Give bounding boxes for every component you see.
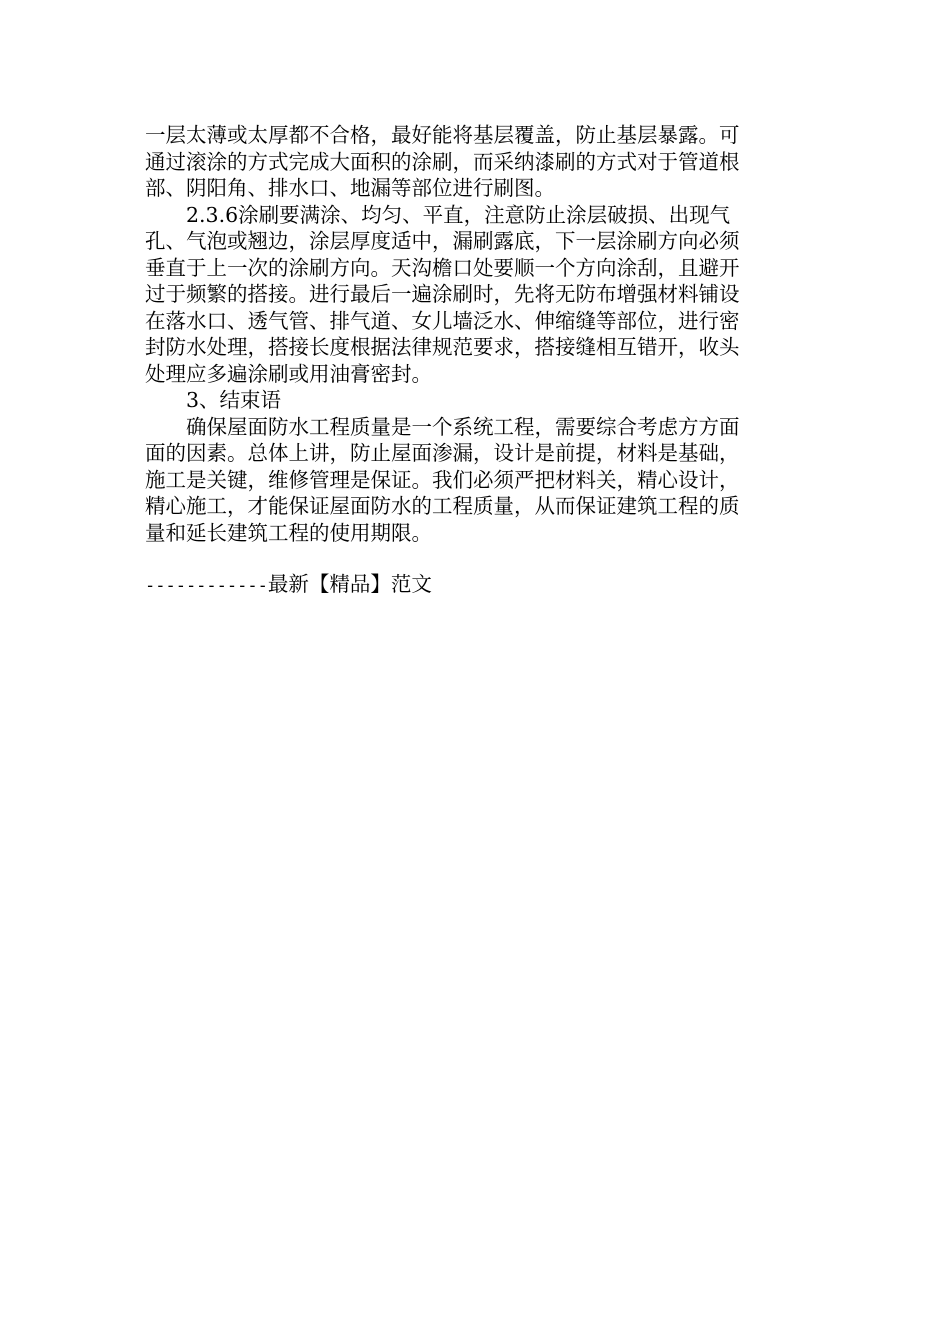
paragraph-line: 垂直于上一次的涂刷方向。天沟檐口处要顺一个方向涂刮，且避开 xyxy=(145,255,740,280)
paragraph-line: 量和延长建筑工程的使用期限。 xyxy=(145,520,432,545)
document-body xyxy=(145,122,805,546)
paragraph-line: 施工是关键，维修管理是保证。我们必须严把材料关，精心设计， xyxy=(145,467,740,492)
paragraph-line: 过于频繁的搭接。进行最后一遍涂刷时，先将无防布增强材料铺设 xyxy=(145,282,740,306)
footer-note xyxy=(145,571,432,600)
paragraph-line: 2.3.6涂刷要满涂、均匀、平直，注意防止涂层破损、出现气 xyxy=(186,202,731,227)
paragraph-line: 处理应多遍涂刷或用油膏密封。 xyxy=(145,361,432,386)
paragraph-line: 部、阴阳角、排水口、地漏等部位进行刷图。 xyxy=(145,176,555,200)
paragraph-line: 孔、气泡或翘边，涂层厚度适中，漏刷露底，下一层涂刷方向必须 xyxy=(145,229,740,253)
footer-text: 最新【精品】范文 xyxy=(267,572,432,596)
paragraph-line: 精心施工，才能保证屋面防水的工程质量，从而保证建筑工程的质 xyxy=(145,494,740,518)
paragraph-line: 在落水口、透气管、排气道、女儿墙泛水、伸缩缝等部位，进行密 xyxy=(145,308,740,333)
paragraph-line: 确保屋面防水工程质量是一个系统工程，需要综合考虑方方面 xyxy=(186,414,740,439)
paragraph-line: 面的因素。总体上讲，防止屋面渗漏，设计是前提，材料是基础， xyxy=(145,441,740,465)
section-heading: 3、结束语 xyxy=(186,388,282,412)
paragraph-line: 封防水处理，搭接长度根据法律规范要求，搭接缝相互错开，收头 xyxy=(145,335,740,359)
paragraph-line: 一层太薄或太厚都不合格，最好能将基层覆盖，防止基层暴露。可 xyxy=(145,123,740,147)
paragraph-line: 通过滚涂的方式完成大面积的涂刷，而采纳漆刷的方式对于管道根 xyxy=(145,149,740,174)
footer-dashes: ------------ xyxy=(145,576,268,596)
